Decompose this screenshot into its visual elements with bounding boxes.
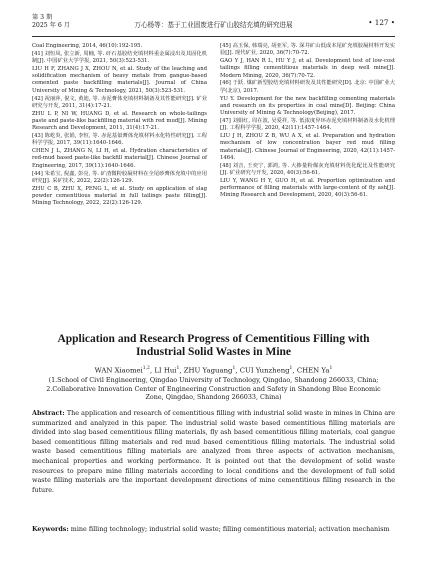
- reference-entry: [44] 朱希宝, 倪鑫, 彭亮, 等. 矿渣微粉胶凝材料在全尾砂膏体充填中的应用研究[J]. 采矿技术, 2022, 22(2):126-129.: [32, 170, 207, 184]
- author-separator: ,: [292, 366, 297, 375]
- author-list: [32, 364, 395, 375]
- page-number: • 127 •: [368, 18, 395, 27]
- reference-entry: [41] 刘恒凤, 张立新, 周楠, 等. 矸石基胶结充填材料重金属浸出及其固化机制[J]. 中国矿业大学学报, 2021, 50(3):523-531.: [32, 50, 207, 65]
- page-header: [32, 14, 395, 34]
- reference-entry: [47] 刘娟红, 周在波, 吴爱祥, 等. 低浓度异环赤泥充填材料制备及水化机理[J]. 工程科学学报, 2020, 42(11):1457-1464.: [220, 117, 395, 132]
- author-affiliation-mark: 1: [289, 366, 293, 371]
- reference-entry: GAO Y J, HAN R L, HU Y J, et al. Development test of low-cost tailings filling cementitious materials in deep well mine[J]. Modern Mining, 2020, 36(7):70-72.: [220, 58, 395, 79]
- running-title: 万心杨等：基于工业固废进行矿山胶结充填的研究进展: [134, 21, 293, 29]
- author-separator: ,: [149, 366, 155, 375]
- affiliations: [40, 376, 387, 402]
- abstract: [32, 409, 395, 495]
- reference-entry: ZHU C B, ZHU X, PENG L, et al. Study on application of slag powder cementitious material in full tailings paste filling[J]. Mining Technology, 2022, 22(2):126-129.: [32, 185, 207, 207]
- author-affiliation-mark: 1: [232, 366, 236, 371]
- author-name: CUI Yunzheng: [239, 366, 290, 375]
- issue-number: 第 3 期: [32, 14, 53, 21]
- reference-entry: YU Y. Development for the new backfilling cementing materials and research on its properties in coal mine[D]. Beijing: China University of Mining & Technology(Beijing), 2017.: [220, 95, 395, 117]
- references-right-column: [220, 43, 395, 200]
- references-section: [32, 43, 395, 308]
- keywords-label: Keywords:: [32, 525, 69, 533]
- reference-entry: [42] 祝丽萍, 倪文, 黄迪, 等. 赤泥膏体充填材料制备及其性能研究[J]. 矿业研究与开发, 2011, 31(4):17-21.: [32, 95, 207, 109]
- author-affiliation-mark: 1: [176, 366, 180, 371]
- reference-entry: [48] 刘音, 王奕宁, 郭鸿, 等. 大掺量粉煤灰充填材料优化配比及性能研究[J]. 矿业研究与开发, 2020, 40(3):56-61.: [220, 162, 395, 177]
- reference-entry: [46] 于跃. 煤矿新型胶结充填材料研发及其性能研究[D]. 北京: 中国矿业大学(北京), 2017.: [220, 80, 395, 94]
- reference-entry: Coal Engineering, 2014, 46(10):192-195.: [32, 43, 143, 49]
- reference-entry: [43] 陈屹炎, 张娟, 李恒, 等. 赤泥基似膏体充填材料水化特性研究[J]. 工程科学学报, 2017, 39(11):1640-1646.: [32, 133, 207, 147]
- reference-entry: CHEN J L, ZHANG N, LI H, et al. Hydration characteristics of red-mud based paste-like backfill material[J]. Chinese Journal of Engineering, 2017, 39(11):1640-1646.: [32, 148, 207, 169]
- affiliation-2: 2.Collaborative Innovation Center of Engineering Construction and Safety in Shandong Blue Economic Zone, Qingdao, Shandong 266033, China): [46, 384, 381, 402]
- header-rule: [32, 36, 395, 37]
- author-affiliation-mark: 1,2: [142, 366, 150, 371]
- keywords: [32, 525, 395, 535]
- author-separator: ,: [179, 366, 184, 375]
- affiliation-1: (1.School of Civil Engineering, Qingdao University of Technology, Qingdao, Shandong 266033, China;: [48, 376, 379, 384]
- author-name: LI Hui: [154, 366, 177, 375]
- author-name: CHEN Ya: [296, 366, 330, 375]
- author-separator: ,: [235, 366, 240, 375]
- keywords-text: mine filling technology; industrial solid waste; filling cementitious material; activation mechanism: [68, 525, 390, 533]
- author-name: WAN Xiaomei: [94, 366, 143, 375]
- reference-entry: LIU H F, ZHANG J X, ZHOU N, et al. Study of the leaching and solidification mechanism of heavy metals from gangue-based cemented paste backfilling materials[J]. Journal of China University of Mining & Technology, 2021, 50(3):523-531.: [32, 65, 207, 94]
- issue-date: 2025 年 6 月: [32, 21, 70, 29]
- english-title: Application and Research Progress of Cementitious Filling with Industrial Solid Wastes in Mine: [57, 333, 370, 359]
- reference-entry: LIU Y, WANG H Y, GUO H, et al. Proportion optimization and performance of filling materials with large-content of fly ash[J]. Mining Research and Development, 2020, 40(3):56-61.: [220, 177, 395, 199]
- reference-entry: LIU J H, ZHOU Z B, WU A X, et al. Preparation and hydration mechanism of low concentration bayer red mud filling materials[J]. Chinese Journal of Engineering, 2020, 42(11):1457-1464.: [220, 133, 395, 161]
- references-left-column: [32, 43, 207, 208]
- author-name: ZHU Yaguang: [183, 366, 233, 375]
- reference-entry: [45] 高玉保, 韩瑞亮, 胡亚军, 等. 深井矿山低成本尾矿充填胶凝材料开发实验[J]. 现代矿业, 2020, 36(7):70-72.: [220, 43, 395, 57]
- abstract-label: Abstract:: [32, 409, 65, 417]
- abstract-text: The application and research of cementitious filling with industrial solid waste in mines in China are summarized and analyzed in this paper. The industrial solid waste based cementitious filling materials are divided into slag based cementitious filling materials, fly ash based cementitious filling materials, coal gangue based cementitious filling materials and red mud based cementitious filling materials. The industrial solid waste based cementitious filling materials are analyzed from three aspects of activation mechanism, mechanical properties and working performance. It is pointed out that the development of solid waste resources to prepare mine filling materials according to local conditions and the development of full solid waste filling materials are the important development directions of mine cementitious filling research in the future.: [32, 409, 395, 494]
- reference-entry: ZHU L P, NI W, HUANG D, et al. Research on whole-tailings paste and paste-like backfilling material with red mud[J]. Mining Research and Development, 2011, 31(4):17-21.: [32, 110, 207, 132]
- author-affiliation-mark: 1: [329, 366, 333, 371]
